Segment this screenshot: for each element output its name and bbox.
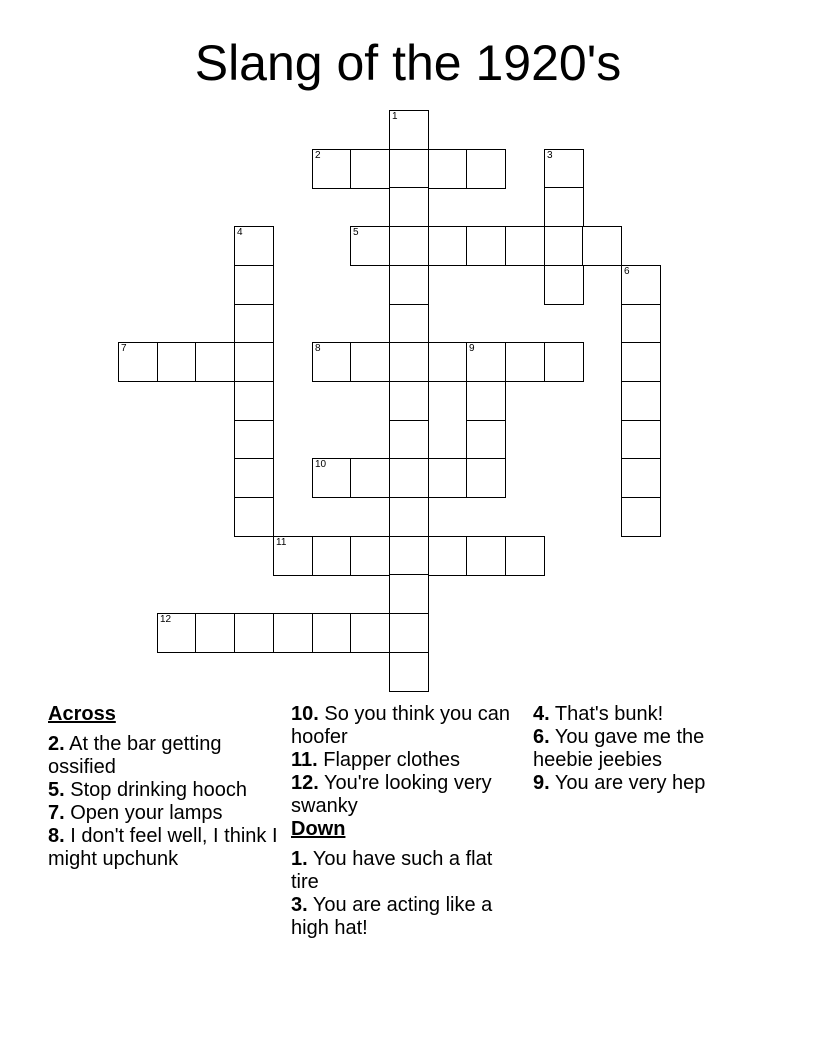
grid-cell[interactable] <box>273 613 313 653</box>
clue-number-label: 8 <box>315 343 321 354</box>
grid-cell[interactable] <box>195 613 235 653</box>
clue-number-label: 9 <box>469 343 475 354</box>
grid-cell[interactable] <box>389 536 429 576</box>
clue-number: 7. <box>48 802 65 824</box>
grid-cell[interactable] <box>466 458 506 498</box>
grid-cell[interactable] <box>621 265 661 305</box>
grid-cell[interactable] <box>273 536 313 576</box>
grid-cell[interactable] <box>195 342 235 382</box>
grid-cell[interactable] <box>389 342 429 382</box>
clue-text: So you think you can hoofer <box>291 703 511 748</box>
clue-column-2 <box>291 703 523 940</box>
grid-cell[interactable] <box>389 652 429 692</box>
puzzle-title: Slang of the 1920's <box>194 35 622 91</box>
grid-cell[interactable] <box>234 226 274 266</box>
clue-number: 10. <box>291 703 319 725</box>
grid-cell[interactable] <box>466 226 506 266</box>
grid-cell[interactable] <box>544 187 584 227</box>
clue-number-label: 2 <box>315 150 321 161</box>
clue-number: 11. <box>291 749 318 771</box>
grid-cell[interactable] <box>234 381 274 421</box>
clue-column-3 <box>533 703 765 795</box>
grid-cell[interactable] <box>389 265 429 305</box>
clue-down-9 <box>533 772 765 795</box>
clue-number: 1. <box>291 848 308 870</box>
grid-cell[interactable] <box>389 381 429 421</box>
grid-cell[interactable] <box>234 497 274 537</box>
clue-number-label: 3 <box>547 150 553 161</box>
grid-cell[interactable] <box>544 265 584 305</box>
grid-cell[interactable] <box>234 420 274 460</box>
clue-text: Flapper clothes <box>323 749 461 771</box>
clue-text: Open your lamps <box>70 802 223 824</box>
grid-cell[interactable] <box>312 458 352 498</box>
grid-cell[interactable] <box>118 342 158 382</box>
grid-cell[interactable] <box>350 613 390 653</box>
clue-number: 3. <box>291 894 308 916</box>
clue-across-5 <box>48 779 280 802</box>
grid-cell[interactable] <box>350 342 390 382</box>
grid-cell[interactable] <box>505 536 545 576</box>
grid-cell[interactable] <box>466 420 506 460</box>
clue-text: You're looking very swanky <box>291 772 492 817</box>
grid-cell[interactable] <box>621 342 661 382</box>
grid-cell[interactable] <box>234 458 274 498</box>
clue-text: You have such a flat tire <box>291 848 493 893</box>
grid-cell[interactable] <box>621 381 661 421</box>
grid-cell[interactable] <box>389 110 429 150</box>
grid-cell[interactable] <box>505 226 545 266</box>
clue-number: 12. <box>291 772 319 794</box>
clue-across-10 <box>291 703 523 749</box>
grid-cell[interactable] <box>582 226 622 266</box>
grid-cell[interactable] <box>312 536 352 576</box>
grid-cell[interactable] <box>428 536 468 576</box>
grid-cell[interactable] <box>428 226 468 266</box>
grid-cell[interactable] <box>389 149 429 189</box>
grid-cell[interactable] <box>621 304 661 344</box>
grid-cell[interactable] <box>350 226 390 266</box>
clue-across-11 <box>291 749 523 772</box>
grid-cell[interactable] <box>544 226 584 266</box>
grid-cell[interactable] <box>389 187 429 227</box>
grid-cell[interactable] <box>157 613 197 653</box>
grid-cell[interactable] <box>428 149 468 189</box>
clue-number-label: 6 <box>624 266 630 277</box>
grid-cell[interactable] <box>234 304 274 344</box>
grid-cell[interactable] <box>350 458 390 498</box>
clue-number-label: 11 <box>276 537 287 548</box>
grid-cell[interactable] <box>621 497 661 537</box>
clue-across-8 <box>48 825 280 871</box>
grid-cell[interactable] <box>389 226 429 266</box>
grid-cell[interactable] <box>466 536 506 576</box>
clue-text: At the bar getting ossified <box>48 733 222 778</box>
down-heading: Down <box>291 818 346 840</box>
grid-cell[interactable] <box>312 613 352 653</box>
clue-number-label: 5 <box>353 227 359 238</box>
clue-number-label: 1 <box>392 111 398 122</box>
clue-text: You are very hep <box>554 772 706 794</box>
grid-cell[interactable] <box>621 420 661 460</box>
clue-across-12 <box>291 772 523 818</box>
clue-down-1 <box>291 848 523 894</box>
clue-column-1 <box>48 703 280 871</box>
clue-number-label: 12 <box>160 614 172 625</box>
clue-text: You are acting like a high hat! <box>291 894 493 939</box>
grid-cell[interactable] <box>544 342 584 382</box>
clue-across-7 <box>48 802 280 825</box>
clue-text: I don't feel well, I think I might upchunk <box>48 825 278 870</box>
clue-down-3 <box>291 894 523 940</box>
grid-cell[interactable] <box>466 342 506 382</box>
grid-cell[interactable] <box>389 497 429 537</box>
grid-cell[interactable] <box>428 342 468 382</box>
clue-across-2 <box>48 733 280 779</box>
clue-number: 5. <box>48 779 65 801</box>
clue-number-label: 7 <box>121 343 127 354</box>
grid-cell[interactable] <box>389 574 429 614</box>
clue-down-6 <box>533 726 765 772</box>
clue-text: That's bunk! <box>554 703 664 725</box>
clue-number: 9. <box>533 772 550 794</box>
grid-cell[interactable] <box>428 458 468 498</box>
grid-cell[interactable] <box>350 536 390 576</box>
clue-text: You gave me the heebie jeebies <box>533 726 705 771</box>
grid-cell[interactable] <box>389 613 429 653</box>
grid-cell[interactable] <box>234 265 274 305</box>
grid-cell[interactable] <box>466 381 506 421</box>
grid-cell[interactable] <box>389 304 429 344</box>
clue-number-label: 10 <box>315 459 327 470</box>
clue-number: 4. <box>533 703 550 725</box>
clue-number: 6. <box>533 726 550 748</box>
grid-cell[interactable] <box>157 342 197 382</box>
grid-cell[interactable] <box>544 149 584 189</box>
grid-cell[interactable] <box>466 149 506 189</box>
grid-cell[interactable] <box>234 342 274 382</box>
clue-number-label: 4 <box>237 227 243 238</box>
across-heading: Across <box>48 703 116 725</box>
clue-number: 2. <box>48 733 65 755</box>
grid-cell[interactable] <box>350 149 390 189</box>
grid-cell[interactable] <box>389 420 429 460</box>
clue-down-4 <box>533 703 765 726</box>
clue-text: Stop drinking hooch <box>70 779 248 801</box>
grid-cell[interactable] <box>234 613 274 653</box>
grid-cell[interactable] <box>505 342 545 382</box>
grid-cell[interactable] <box>312 149 352 189</box>
grid-cell[interactable] <box>389 458 429 498</box>
grid-cell[interactable] <box>621 458 661 498</box>
clue-number: 8. <box>48 825 65 847</box>
grid-cell[interactable] <box>312 342 352 382</box>
